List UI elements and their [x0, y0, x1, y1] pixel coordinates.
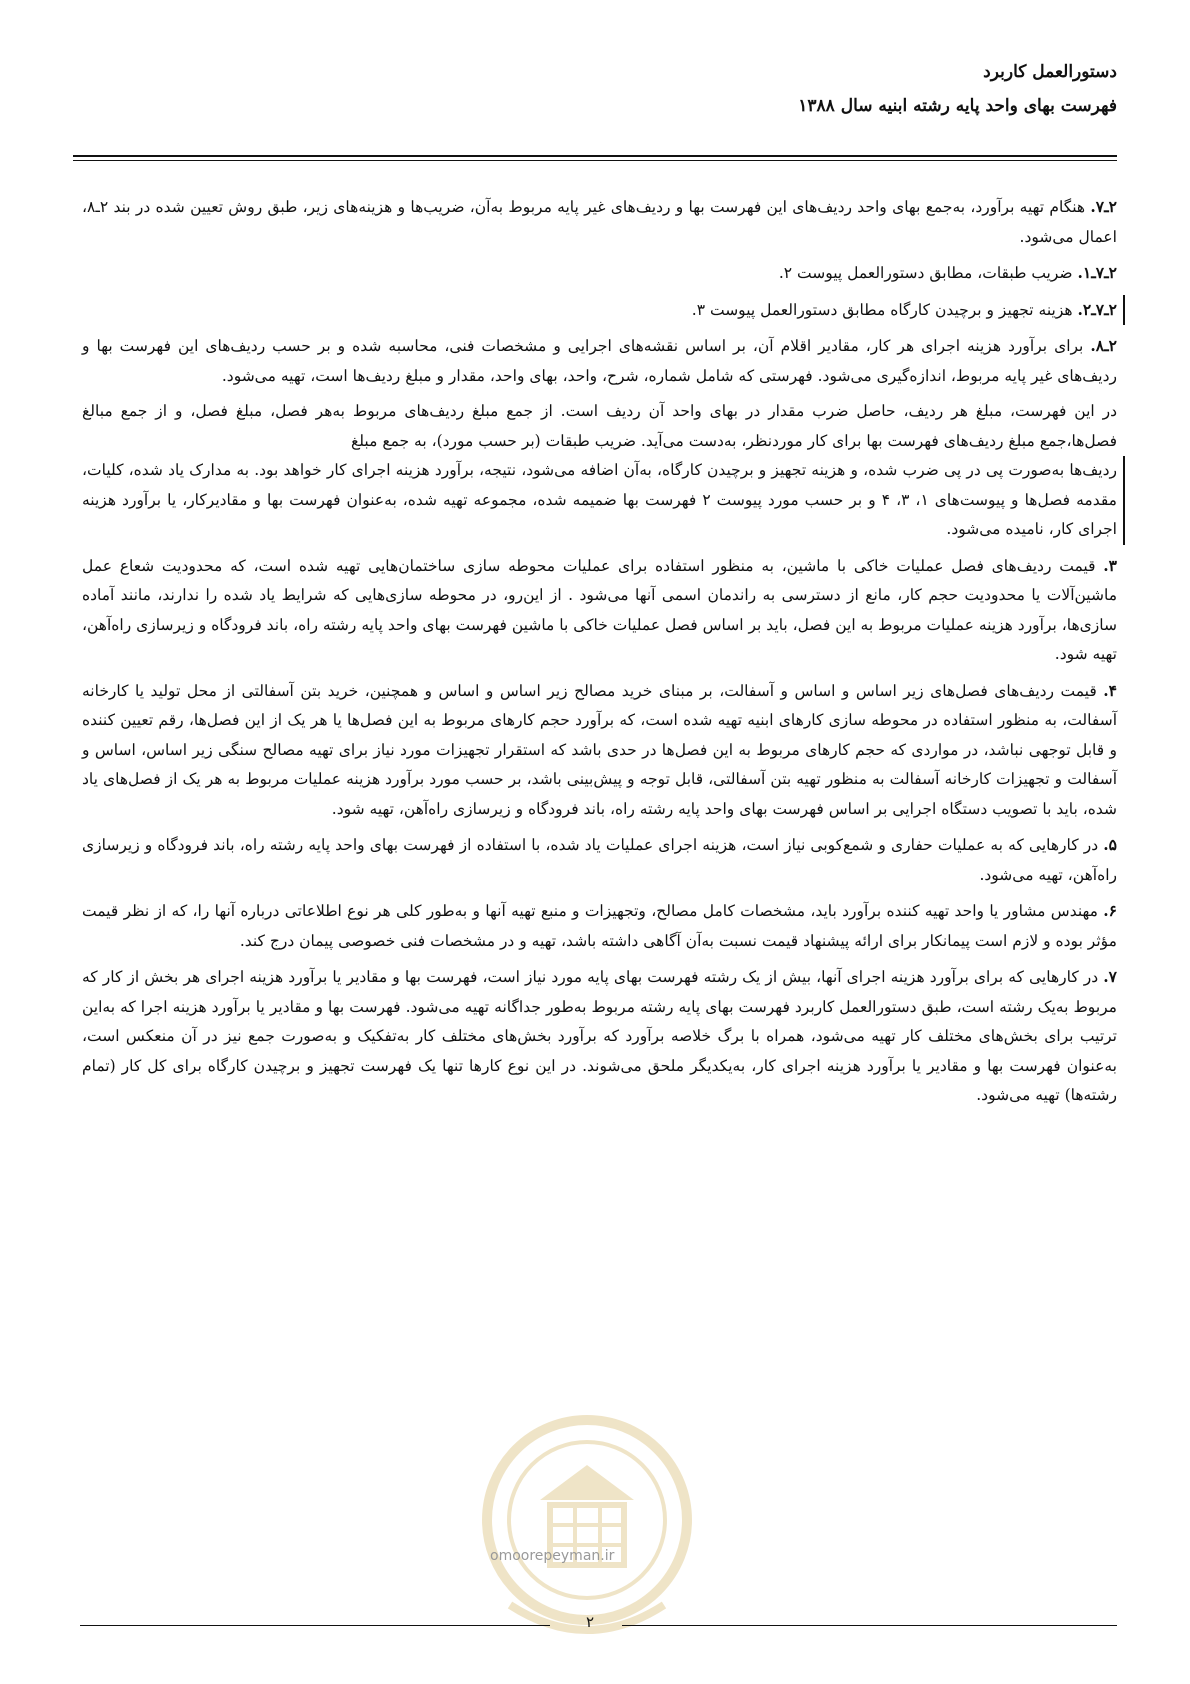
watermark-site: omoorepeyman.ir: [490, 1548, 615, 1564]
body-text: [82, 192, 1117, 1117]
paragraph-2-7-1: [82, 258, 1117, 289]
clause-number: ۲ـ۷ـ۱.: [1077, 263, 1117, 282]
page-number: ۲: [585, 1613, 595, 1631]
paragraph-text: هزینه تجهیز و برچیدن کارگاه مطابق دستورالعمل پیوست ۳.: [691, 300, 1078, 319]
paragraph-text: قیمت ردیف‌های فصل عملیات خاکی با ماشین، به منظور استفاده برای عملیات محوطه سازی ساختمان‌هایی تهیه شده است، که محدودیت شعاع عمل ماشین‌آلات یا محدودیت حجم کار، مانع از دسترسی به راندمان اسمی آنها می‌شود . از این‌رو، در محوطه سازی‌هایی که شرایط یاد شده را ندارند، مانند آماده سازی‌ها، برآورد هزینه عملیات مربوط به این فصل، باید بر اساس فصل عملیات خاکی با ماشین فهرست بهای واحد پایه رشته راه، باند فرودگاه و زیرسازی راه‌آهن، تهیه شود.: [82, 556, 1117, 663]
paragraph-2-7: [82, 192, 1117, 252]
paragraph-text: ضریب طبقات، مطابق دستورالعمل پیوست ۲.: [778, 264, 1078, 282]
clause-number: ۴.: [1103, 680, 1117, 700]
clause-number: ۷.: [1103, 967, 1117, 986]
clause-number: ۲ـ۷.: [1090, 197, 1117, 216]
paragraph-2-7-2: [82, 295, 1125, 326]
page-header: [798, 62, 1117, 116]
paragraph-text: در کارهایی که به عملیات حفاری و شمع‌کوبی نیاز است، هزینه اجرای عملیات یاد شده، با استفاده از فهرست بهای واحد پایه رشته راه، باند فرودگاه و زیرسازی راه‌آهن، تهیه می‌شود.: [82, 836, 1117, 884]
paragraph-2-8: [82, 331, 1117, 391]
paragraph-4: [82, 676, 1117, 825]
paragraph-2-8-cont-2: [82, 456, 1125, 545]
header-rule-thick: [73, 155, 1117, 157]
paragraph-text: در کارهایی که برای برآورد هزینه اجرای آنها، بیش از یک رشته فهرست بهای پایه مورد نیاز است، فهرست بها و مقادیر یا برآورد هزینه اجرای هر بخش از کار که مربوط به‌یک رشته است، طبق دستورالعمل کاربرد فهرست بهای پایه رشته مربوط به‌طور جداگانه تهیه می‌شود. فهرست بها و مقادیر یا برآورد هزینه اجرا که به‌این ترتیب برای بخش‌های مختلف کار تهیه می‌شود، همراه با برگ خلاصه برآورد که برآورد بخش‌های مختلف کار به‌تفکیک و به‌صورت جمع نیز در آن منعکس است، به‌عنوان فهرست بها و مقادیر یا برآورد هزینه اجرای کار، به‌یکدیگر ملحق می‌شوند. در این نوع کارها تنها یک فهرست تجهیز و برچیدن کارگاه برای کل کار (تمام رشته‌ها) تهیه می‌شود.: [82, 968, 1117, 1104]
header-rule-thin: [73, 160, 1117, 161]
clause-number: ۶.: [1103, 901, 1117, 920]
paragraph-6: [82, 896, 1117, 956]
paragraph-text: هنگام تهیه برآورد، به‌جمع بهای واحد ردیف‌های این فهرست بها و ردیف‌های غیر پایه مربوط به‌آن، ضریب‌ها و هزینه‌های زیر، طبق روش تعیین شده در بند ۲ـ۸، اعمال می‌شود.: [82, 198, 1117, 246]
header-subtitle: فهرست بهای واحد پایه رشته ابنیه سال ۱۳۸۸: [798, 96, 1117, 116]
paragraph-text: مهندس مشاور یا واحد تهیه کننده برآورد باید، مشخصات کامل مصالح، وتجهیزات و منبع تهیه آنها و به‌طور کلی هر نوع اطلاعاتی درباره آنها را، که از نظر قیمت مؤثر بوده و لازم است پیمانکار برای ارائه پیشنهاد قیمت نسبت به‌آن آگاهی داشته باشد، تهیه و در مشخصات فنی خصوصی پیمان درج کند.: [82, 902, 1117, 950]
paragraph-text: در این فهرست، مبلغ هر ردیف، حاصل ضرب مقدار در بهای واحد آن ردیف است. از جمع مبلغ ردیف‌های مربوط به‌هر فصل، مبلغ فصل، و از جمع مبالغ فصل‌ها،جمع مبلغ ردیف‌های فهرست بها برای کار موردنظر، به‌دست می‌آید. ضریب طبقات (بر حسب مورد)، به جمع مبلغ: [82, 402, 1117, 450]
clause-number: ۵.: [1103, 835, 1117, 854]
paragraph-text: قیمت ردیف‌های فصل‌های زیر اساس و اساس و آسفالت، بر مبنای خرید مصالح زیر اساس و اساس و همچنین، خرید بتن آسفالتی از محل تولید یا کارخانه آسفالت، به منظور استفاده در محوطه سازی کارهای ابنیه تهیه شده است، که برآورد حجم کارهای مربوط به این فصل‌ها یا هر یک از این فصل‌ها، رقم تعیین کننده و قابل توجهی نباشد، در مواردی که حجم کارهای مربوط به این فصل‌ها در حدی باشد که استقرار تجهیزات مورد نیاز برای تهیه مصالح سنگی زیر اساس، اساس و آسفالت و تجهیزات کارخانه آسفالت به منظور تهیه بتن آسفالتی، قابل توجه و پیش‌بینی باشد، بر حسب مورد برآورد هزینه عملیات مربوط به هر یک از فصل‌های یاد شده، باید با تصویب دستگاه اجرایی بر اساس فهرست بهای واحد پایه رشته راه، باند فرودگاه و زیرسازی راه‌آهن، تهیه شود.: [82, 681, 1117, 818]
paragraph-7: [82, 962, 1117, 1111]
paragraph-text: برای برآورد هزینه اجرای هر کار، مقادیر اقلام آن، بر اساس نقشه‌های اجرایی و مشخصات فنی، محاسبه شده و بر حسب ردیف‌های این فهرست بها و ردیف‌های غیر پایه مربوط، اندازه‌گیری می‌شود. فهرستی که شامل شماره، شرح، واحد، بهای واحد، مقدار و مبلغ ردیف‌ها است، تهیه می‌شود.: [82, 337, 1117, 385]
paragraph-text: ردیف‌ها به‌صورت پی در پی ضرب شده، و هزینه تجهیز و برچیدن کارگاه، به‌آن اضافه می‌شود، نتیجه، برآورد هزینه اجرای کار خواهد بود. به مدارک یاد شده، کلیات، مقدمه فصل‌ها و پیوست‌های ۱، ۳، ۴ و بر حسب مورد پیوست ۲ فهرست بها ضمیمه شده، مجموعه تهیه شده، به‌عنوان فهرست بها و مقادیرکار، یا برآورد هزینه اجرای کار، نامیده می‌شود.: [82, 461, 1117, 538]
paragraph-5: [82, 830, 1117, 890]
paragraph-2-8-cont: [82, 397, 1117, 456]
paragraph-3: [82, 551, 1117, 670]
header-title: دستورالعمل کاربرد: [983, 62, 1117, 82]
clause-number: ۲ـ۸.: [1090, 336, 1117, 355]
clause-number: ۳.: [1103, 555, 1117, 575]
footer-rule-right: [622, 1625, 1117, 1626]
footer-rule-left: [80, 1625, 550, 1626]
clause-number: ۲ـ۷ـ۲.: [1077, 299, 1117, 319]
